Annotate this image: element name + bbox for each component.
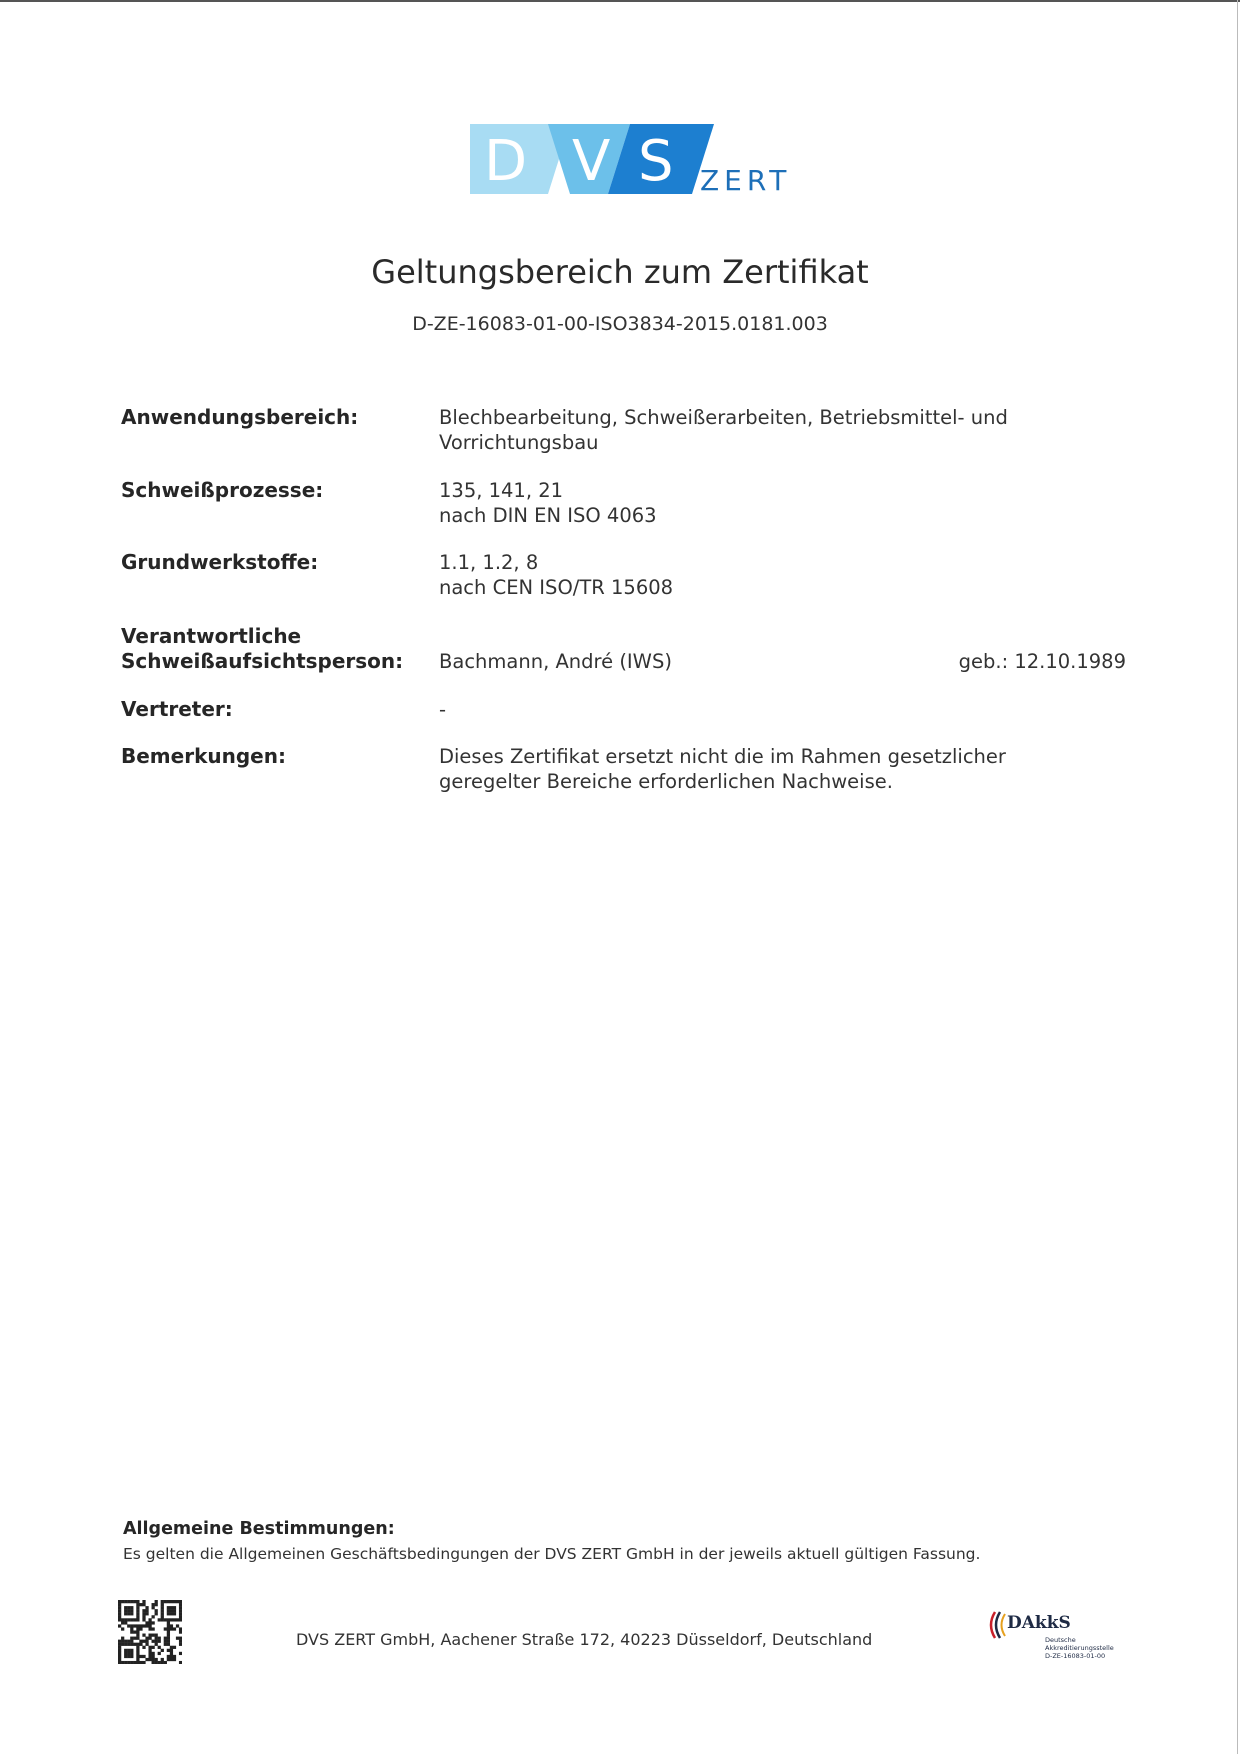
materials-value-line1: 1.1, 1.2, 8 <box>439 551 539 574</box>
coordinator-birth-date: geb.: 12.10.1989 <box>958 650 1126 673</box>
footer-address: DVS ZERT GmbH, Aachener Straße 172, 40223 Düsseldorf, Deutschland <box>296 1630 873 1649</box>
deputy-value: - <box>439 698 447 721</box>
coordinator-label <box>121 624 431 674</box>
remarks-value-line1: Dieses Zertifikat ersetzt nicht die im Rahmen gesetzlicher <box>439 745 1006 768</box>
coordinator-label-line1: Verantwortliche <box>121 624 302 648</box>
remarks-value-line2: geregelter Bereiche erforderlichen Nachweise. <box>439 770 893 793</box>
processes-value <box>439 478 1059 528</box>
logo-letter-d: D <box>484 129 528 194</box>
general-terms-text: Es gelten die Allgemeinen Geschäftsbedingungen der DVS ZERT GmbH in der jeweils aktuell gültigen Fassung. <box>123 1545 981 1563</box>
processes-value-line1: 135, 141, 21 <box>439 479 564 502</box>
scan-top-edge <box>0 0 1240 2</box>
logo-letter-v: V <box>572 129 611 194</box>
coordinator-name: Bachmann, André (IWS) <box>439 650 672 673</box>
remarks-label: Bemerkungen: <box>121 744 286 768</box>
dakks-name: DAkkS <box>1007 1613 1071 1633</box>
coordinator-label-line2: Schweißaufsichtsperson: <box>121 649 404 673</box>
processes-value-line2: nach DIN EN ISO 4063 <box>439 504 657 527</box>
logo-zert-text: ZERT <box>700 164 792 197</box>
scope-value <box>439 405 1059 455</box>
scope-value-line2: Vorrichtungsbau <box>439 431 599 454</box>
dakks-arc-icon <box>985 1610 1009 1640</box>
qr-code <box>118 1600 182 1664</box>
deputy-label: Vertreter: <box>121 697 233 721</box>
materials-value <box>439 550 1059 600</box>
qr-code-graphic <box>118 1600 182 1664</box>
logo-letter-s: S <box>638 129 674 194</box>
processes-label: Schweißprozesse: <box>121 478 324 502</box>
scope-label: Anwendungsbereich: <box>121 405 359 429</box>
materials-label: Grundwerkstoffe: <box>121 550 319 574</box>
scope-value-line1: Blechbearbeitung, Schweißerarbeiten, Betriebsmittel- und <box>439 406 1008 429</box>
certificate-number: D-ZE-16083-01-00-ISO3834-2015.0181.003 <box>412 313 828 335</box>
materials-value-line2: nach CEN ISO/TR 15608 <box>439 576 674 599</box>
dakks-subtitle-line1: Deutsche <box>1045 1636 1076 1644</box>
dvs-zert-logo <box>470 122 800 198</box>
dakks-accreditation-logo <box>985 1608 1125 1668</box>
general-terms-title: Allgemeine Bestimmungen: <box>123 1519 395 1539</box>
remarks-value <box>439 744 1059 794</box>
dakks-subtitle-line2: Akkreditierungsstelle <box>1045 1644 1114 1652</box>
page-title: Geltungsbereich zum Zertifikat <box>371 253 869 291</box>
dakks-subtitle-line3: D-ZE-16083-01-00 <box>1045 1652 1106 1660</box>
dakks-subtitle <box>1045 1636 1114 1660</box>
